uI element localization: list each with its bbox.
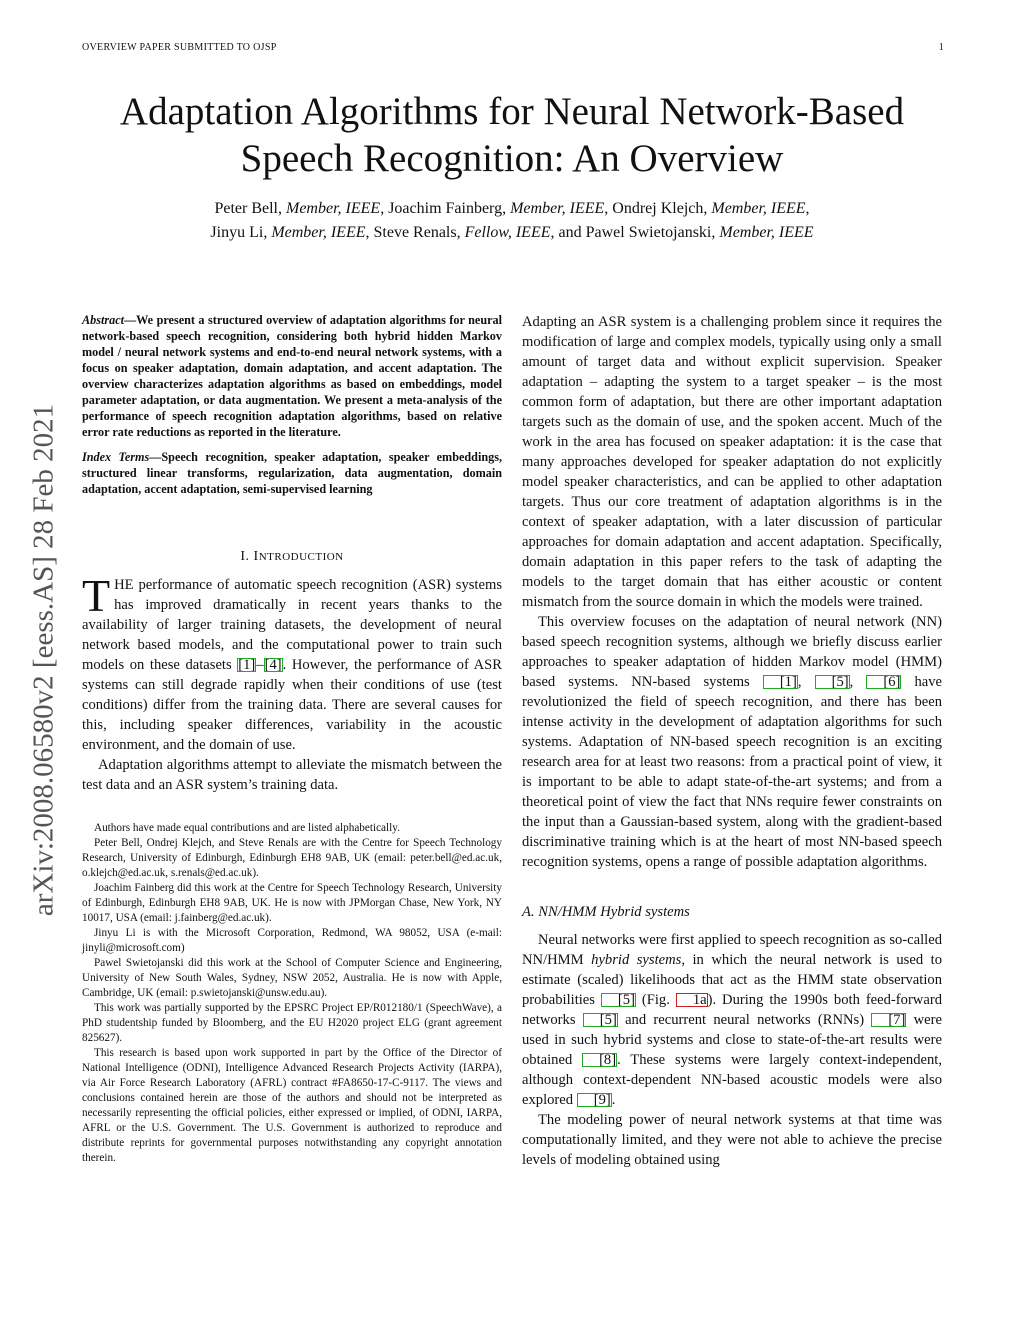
abstract bbox=[82, 312, 502, 440]
section-title-rest: NTRODUCTION bbox=[258, 551, 344, 563]
author-role: Member, IEEE bbox=[271, 224, 366, 241]
index-terms bbox=[82, 449, 502, 497]
citation-link[interactable]: [5] bbox=[601, 993, 636, 1007]
subsection-heading: A. NN/HMM Hybrid systems bbox=[522, 904, 690, 920]
left-column bbox=[82, 312, 502, 1166]
author-name: Joachim Fainberg bbox=[388, 200, 503, 217]
author-name: Ondrej Klejch bbox=[612, 200, 704, 217]
body-paragraph-2: This overview focuses on the adaptation of neural network (NN) based speech recognition systems, although we briefly discuss earlier approaches to speaker adaptation of hidden Markov model (HMM) based systems. NN-based systems [1], [5], [6] have revolutionized the field of speech recognition, and there has been intense activity in the development of adaptation algorithms for such systems. Adaptation of NN-based speech recognition is an exciting research area for at least two reasons: from a practical point of view, it is important to be able to adapt state-of-the-art systems; and from a theoretical point of view the fact that NNs require fewer constraints on the input than a Gaussian-based system, along with the gradient-based discriminative training which is at the heart of most NN-based speech recognition systems, opens a range of possible adaptation algorithms. bbox=[522, 614, 943, 870]
body-text: (Fig. bbox=[635, 992, 676, 1008]
section-title-initial: I bbox=[253, 549, 259, 564]
author-role: Member, IEEE bbox=[286, 200, 381, 217]
citation-link[interactable]: [9] bbox=[577, 1093, 612, 1107]
body-text: were used in such hybrid systems and close to state-of-the-art results were obtained bbox=[522, 1012, 942, 1068]
arxiv-identifier: arXiv:2008.06580v2 [eess.AS] 28 Feb 2021 bbox=[27, 403, 60, 917]
abstract-label: Abstract bbox=[82, 313, 124, 327]
intro-paragraph-1 bbox=[82, 570, 502, 755]
citation-link[interactable]: [1] bbox=[763, 675, 798, 689]
running-header bbox=[82, 42, 944, 53]
index-terms-text: —Speech recognition, speaker adaptation, speaker embeddings, structured linear transforms, regularization, data augmentation, domain adaptation, accent adaptation, semi-supervised learning bbox=[82, 450, 502, 496]
body-paragraph-1: Adapting an ASR system is a challenging problem since it requires the modification of large and complex models, typically using only a small amount of target data and without explicit supervision. Speaker adaptation – adapting the system to a target speaker – is the most common form of adaptation, but there are other important adaptation targets such as the domain of use, and the spoken accent. Much of the work in the area has focused on speaker adaptation: it is the case that many approaches developed for speaker adaptation do not explicitly model speaker characteristics, and can be applied to other adaptation targets. Thus our core treatment of adaptation algorithms is in the context of speaker adaptation, with a later discussion of particular approaches for domain adaptation and accent adaptation. Specifically, domain adaptation in this paper refers to the task of adapting the models to the target domain that has either acoustic or content mismatch from the source domain in which the models were trained. bbox=[522, 314, 942, 610]
body-paragraph-3 bbox=[522, 930, 942, 1110]
body-text: . These systems were largely context-independent, although context-dependent NN-based acoustic models were also explored bbox=[522, 1052, 942, 1108]
footnote: Pawel Swietojanski did this work at the School of Computer Science and Engineering, University of New South Wales, Sydney, NSW 2052, Australia. He is now with Apple, Cambridge, UK (email: p.swietojanski@unsw.edu.au). bbox=[82, 957, 502, 999]
footnotes bbox=[82, 821, 502, 1166]
body-paragraph-4: The modeling power of neural network systems at that time was computationally limited, and they were not able to achieve the precise levels of modeling obtained using bbox=[522, 1112, 942, 1168]
body-text: ). During the 1990s both feed-forward networks bbox=[522, 992, 942, 1028]
body-text: Neural networks were first applied to speech recognition as so-called NN/HMM bbox=[522, 932, 942, 968]
intro-paragraph-2: Adaptation algorithms attempt to alleviate the mismatch between the test data and an ASR system’s training data. bbox=[82, 757, 502, 793]
body-text: and recurrent neural networks (RNNs) bbox=[617, 1012, 872, 1028]
citation-link[interactable]: [1] bbox=[238, 657, 256, 673]
intro-text-b: . However, the performance of ASR systems can still degrade rapidly when their conditions of use (test conditions) differ from the training data. There are several causes for this, including speaker differences, variability in the acoustic environment, and the domain of use. bbox=[82, 657, 502, 753]
footnote: Joachim Fainberg did this work at the Centre for Speech Technology Research, University of Edinburgh, Edinburgh EH8 9AB, UK. He is now with JPMorgan Chase, New York, NY 10017, USA (email: j.fainberg@ed.ac.uk). bbox=[82, 882, 502, 924]
author-name: Peter Bell bbox=[214, 200, 278, 217]
section-heading-introduction bbox=[82, 547, 502, 567]
footnote: This work was partially supported by the EPSRC Project EP/R012180/1 (SpeechWave), a PhD studentship funded by Bloomberg, and the EU H2020 project ELG (grant agreement 825627). bbox=[82, 1002, 502, 1044]
right-column bbox=[522, 312, 942, 1170]
abstract-text: —We present a structured overview of adaptation algorithms for neural network-based speech recognition, considering both hybrid hidden Markov model / neural network systems and end-to-end neural network systems, with a focus on speaker adaptation, domain adaptation, and accent adaptation. The overview characterizes adaptation algorithms as based on embeddings, model parameter adaptation, or data augmentation. We present a meta-analysis of the performance of speech recognition adaptation algorithms, based on relative error rate reductions as reported in the literature. bbox=[82, 313, 502, 439]
emphasis-text: hybrid systems bbox=[591, 952, 682, 968]
footnote: This research is based upon work supported in part by the Office of the Director of National Intelligence (ODNI), Intelligence Advanced Research Projects Activity (IARPA), via Air Force Research Laboratory (AFRL) contract #FA8650-17-C-9117. The views and conclusions contained herein are those of the authors and should not be interpreted as necessarily representing the official policies, either expressed or implied, of ODNI, IARPA, AFRL or the U.S. Government. The U.S. Government is authorized to reproduce and distribute reprints for governmental purposes notwithstanding any copyright annotation therein. bbox=[82, 1047, 502, 1164]
author-role: Member, IEEE bbox=[711, 200, 806, 217]
author-role: Member, IEEE bbox=[510, 200, 605, 217]
paper-title: Adaptation Algorithms for Neural Network-Based Speech Recognition: An Overview bbox=[119, 90, 905, 180]
running-head-text: OVERVIEW PAPER SUBMITTED TO OJSP bbox=[82, 42, 277, 53]
body-text: . bbox=[611, 1092, 616, 1108]
range-dash: – bbox=[256, 657, 264, 673]
footnote: Jinyu Li is with the Microsoft Corporation, Redmond, WA 98052, USA (e-mail: jinyli@microsoft.com) bbox=[82, 927, 502, 954]
citation-link[interactable]: [6] bbox=[866, 675, 901, 689]
drop-cap: T bbox=[82, 570, 111, 621]
body-text: , in which the neural network is used to estimate (scaled) likelihoods that act as the HMM state observation probabilities bbox=[522, 952, 942, 1008]
section-number: I. bbox=[240, 549, 250, 564]
index-terms-label: Index Terms bbox=[82, 450, 150, 464]
arxiv-sidebar bbox=[4, 350, 84, 970]
body-text: have revolutionized the field of speech recognition, and there has been intense activity in the development of adaptation algorithms for such systems. Adaptation of NN-based speech recognition is an exciting research area for at least two reasons: from a practical point of view, it is important to be able to adapt state-of-the-art systems; and from a theoretical point of view the fact that NNs require fewer constraints on the input than a Gaussian-based system, along with the gradient-based discriminative training which is at the heart of most NN-based speech recognition systems, opens a range of possible adaptation algorithms. bbox=[522, 674, 943, 870]
citation-link[interactable]: [5] bbox=[815, 675, 850, 689]
footnote: Peter Bell, Ondrej Klejch, and Steve Renals are with the Centre for Speech Technology Research, University of Edinburgh, Edinburgh EH8 9AB, UK (email: peter.bell@ed.ac.uk, o.klejch@ed.ac.uk, s.renals@ed.ac.uk). bbox=[82, 837, 502, 879]
citation-link[interactable]: [8] bbox=[582, 1053, 617, 1067]
author-role: Member, IEEE bbox=[719, 224, 814, 241]
citation-link[interactable]: [4] bbox=[264, 657, 282, 673]
footnote: Authors have made equal contributions and are listed alphabetically. bbox=[94, 822, 400, 834]
citation-link[interactable]: [7] bbox=[871, 1013, 906, 1027]
author-name: Jinyu Li bbox=[210, 224, 264, 241]
author-role: Fellow, IEEE bbox=[464, 224, 551, 241]
page-number: 1 bbox=[938, 42, 944, 53]
author-name: Steve Renals bbox=[373, 224, 457, 241]
author-list: Peter Bell, Member, IEEE, Joachim Fainberg, Member, IEEE, Ondrej Klejch, Member, IEEE, Jinyu Li, Member, IEEE, Steve Renals, Fellow, IEEE, and Pawel Swietojanski, Member, IEEE bbox=[210, 200, 814, 241]
figure-link[interactable]: 1a bbox=[676, 993, 708, 1007]
citation-link[interactable]: [5] bbox=[583, 1013, 618, 1027]
intro-text-a: HE performance of automatic speech recognition (ASR) systems has improved dramatically in recent years thanks to the availability of larger training datasets, the development of neural network based models, and the computational power to train such models on these datasets bbox=[82, 577, 502, 673]
author-name: Pawel Swietojanski bbox=[585, 224, 712, 241]
body-text: This overview focuses on the adaptation of neural network (NN) based speech recognition systems, although we briefly discuss earlier approaches to speaker adaptation of hidden Markov model (HMM) based systems. NN-based systems bbox=[522, 614, 942, 690]
